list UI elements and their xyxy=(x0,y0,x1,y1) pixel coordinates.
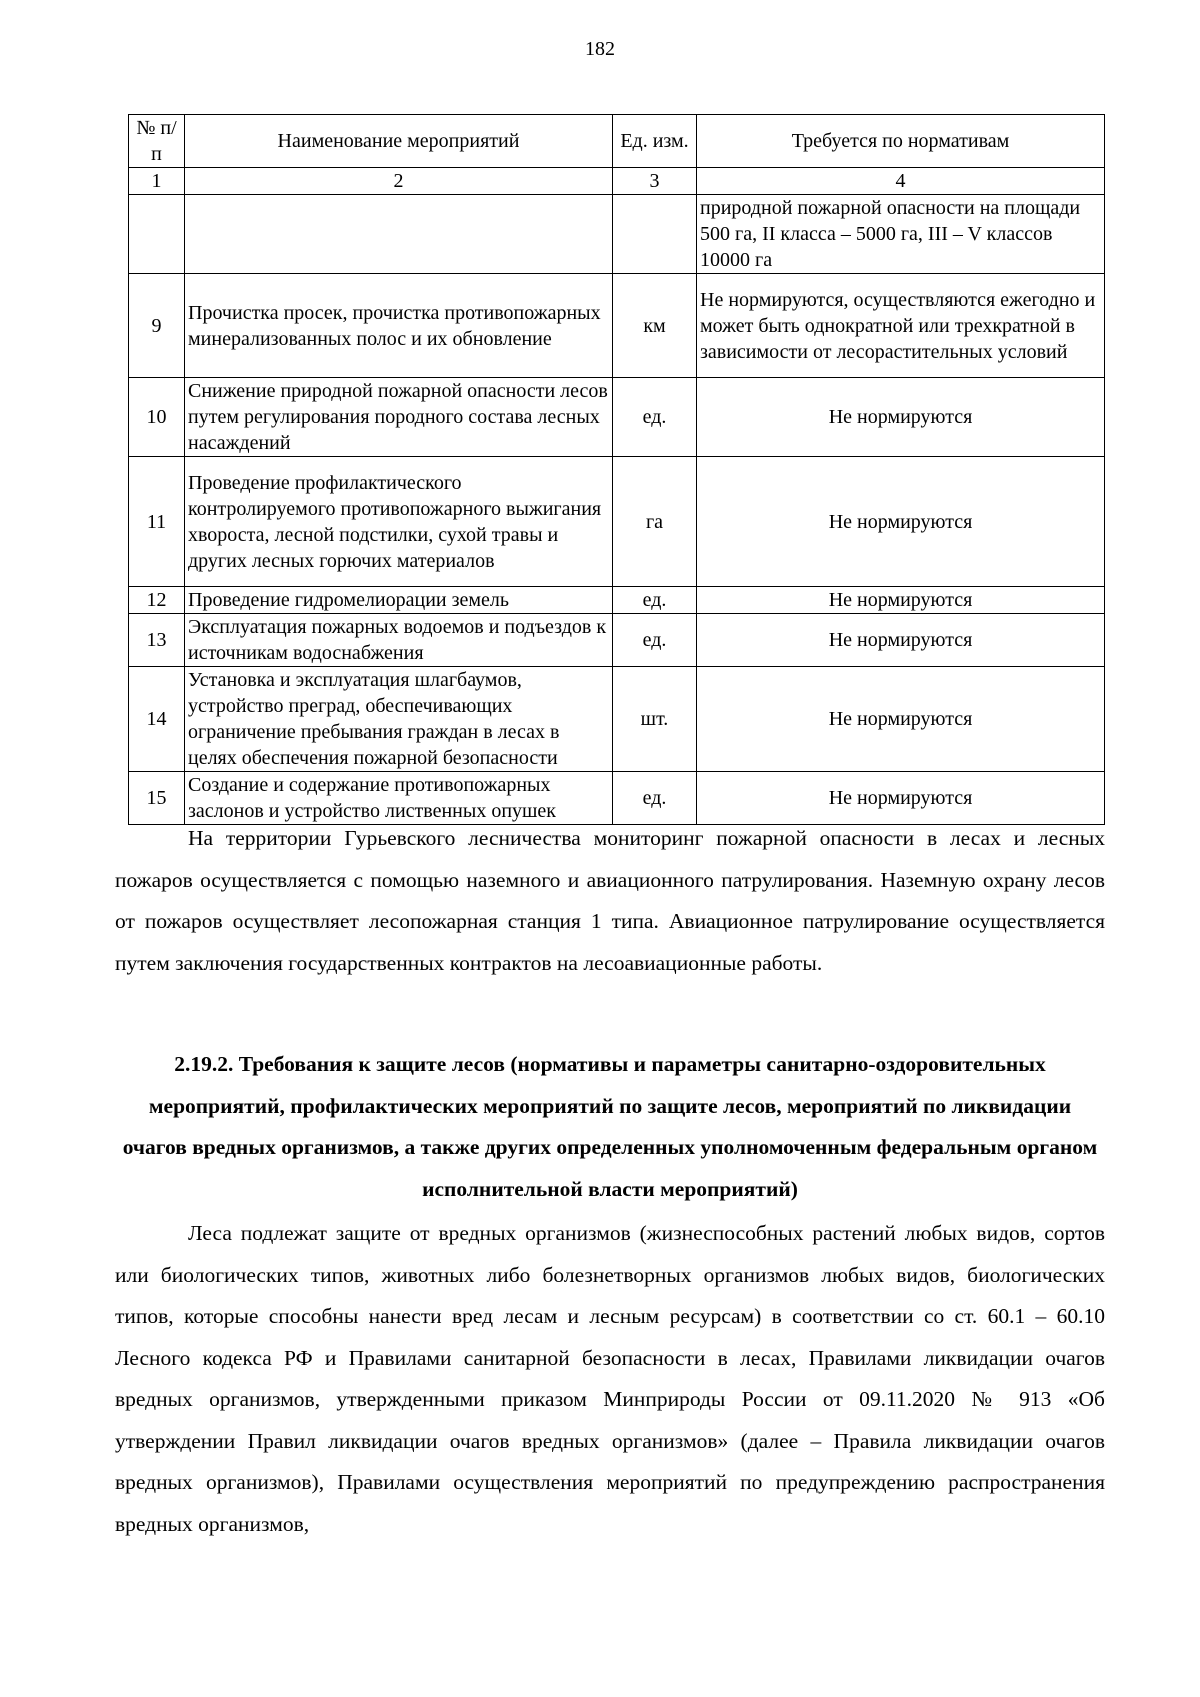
row-unit: шт. xyxy=(613,667,697,772)
column-number: 3 xyxy=(613,168,697,195)
row-name: Проведение гидромелиорации земель xyxy=(185,587,613,614)
row-name: Установка и эксплуатация шлагбаумов, устройство преград, обеспечивающих ограничение пребывания граждан в лесах в целях обеспечения пожарной безопасности xyxy=(185,667,613,772)
table-header-row xyxy=(129,115,1105,168)
row-number: 15 xyxy=(129,772,185,825)
row-norm: Не нормируются xyxy=(697,772,1105,825)
row-number xyxy=(129,195,185,274)
row-unit: км xyxy=(613,274,697,378)
table-row xyxy=(129,667,1105,772)
row-number: 9 xyxy=(129,274,185,378)
row-unit: ед. xyxy=(613,587,697,614)
page-number: 182 xyxy=(585,38,615,60)
row-name xyxy=(185,195,613,274)
row-unit: ед. xyxy=(613,614,697,667)
row-name: Прочистка просек, прочистка противопожарных минерализованных полос и их обновление xyxy=(185,274,613,378)
column-number-row xyxy=(129,168,1105,195)
row-number: 10 xyxy=(129,378,185,457)
row-norm: природной пожарной опасности на площади 500 га, II класса – 5000 га, III – V классов 10000 га xyxy=(697,195,1105,274)
row-unit: ед. xyxy=(613,772,697,825)
table-row xyxy=(129,772,1105,825)
header-number: № п/п xyxy=(129,115,185,168)
row-number: 13 xyxy=(129,614,185,667)
table-row xyxy=(129,378,1105,457)
row-norm: Не нормируются xyxy=(697,378,1105,457)
column-number: 2 xyxy=(185,168,613,195)
row-unit: га xyxy=(613,457,697,587)
table-row xyxy=(129,195,1105,274)
row-name: Снижение природной пожарной опасности лесов путем регулирования породного состава лесных насаждений xyxy=(185,378,613,457)
row-name: Эксплуатация пожарных водоемов и подъездов к источникам водоснабжения xyxy=(185,614,613,667)
column-number: 4 xyxy=(697,168,1105,195)
row-number: 11 xyxy=(129,457,185,587)
table-row xyxy=(129,614,1105,667)
row-norm: Не нормируются, осуществляются ежегодно и может быть однократной или трехкратной в зависимости от лесорастительных условий xyxy=(697,274,1105,378)
row-number: 12 xyxy=(129,587,185,614)
row-unit xyxy=(613,195,697,274)
row-unit: ед. xyxy=(613,378,697,457)
table-row xyxy=(129,457,1105,587)
header-unit: Ед. изм. xyxy=(613,115,697,168)
row-norm: Не нормируются xyxy=(697,587,1105,614)
forest-protection-paragraph: Леса подлежат защите от вредных организмов (жизнеспособных растений любых видов, сортов или биологических типов, животных либо болезнетворных организмов любых видов, биологических типов, которые способны нанести вред лесам и лесным ресурсам) в соответствии со ст. 60.1 – 60.10 Лесного кодекса РФ и Правилами санитарной безопасности в лесах, Правилами ликвидации очагов вредных организмов, утвержденными приказом Минприроды России от 09.11.2020 № 913 «Об утверждении Правил ликвидации очагов вредных организмов» (далее – Правила ликвидации очагов вредных организмов), Правилами осуществления мероприятий по предупреждению распространения вредных организмов, xyxy=(115,1221,1105,1536)
row-name: Создание и содержание противопожарных заслонов и устройство лиственных опушек xyxy=(185,772,613,825)
section-heading: 2.19.2. Требования к защите лесов (нормативы и параметры санитарно-оздоровительных мероприятий, профилактических мероприятий по защите лесов, мероприятий по ликвидации очагов вредных организмов, а также других определенных уполномоченным федеральным органом исполнительной власти мероприятий) xyxy=(122,1052,1098,1201)
forest-protection-paragraph-block xyxy=(115,1213,1105,1545)
table-row xyxy=(129,587,1105,614)
fire-measures-table xyxy=(128,114,1105,825)
row-number: 14 xyxy=(129,667,185,772)
row-norm: Не нормируются xyxy=(697,457,1105,587)
header-name: Наименование мероприятий xyxy=(185,115,613,168)
monitoring-paragraph-block xyxy=(115,818,1105,984)
monitoring-paragraph: На территории Гурьевского лесничества мониторинг пожарной опасности в лесах и лесных пожаров осуществляется с помощью наземного и авиационного патрулирования. Наземную охрану лесов от пожаров осуществляет лесопожарная станция 1 типа. Авиационное патрулирование осуществляется путем заключения государственных контрактов на лесоавиационные работы. xyxy=(115,826,1105,975)
table-row xyxy=(129,274,1105,378)
row-name: Проведение профилактического контролируемого противопожарного выжигания хвороста, лесной подстилки, сухой травы и других лесных горючих материалов xyxy=(185,457,613,587)
row-norm: Не нормируются xyxy=(697,614,1105,667)
header-norm: Требуется по нормативам xyxy=(697,115,1105,168)
column-number: 1 xyxy=(129,168,185,195)
row-norm: Не нормируются xyxy=(697,667,1105,772)
